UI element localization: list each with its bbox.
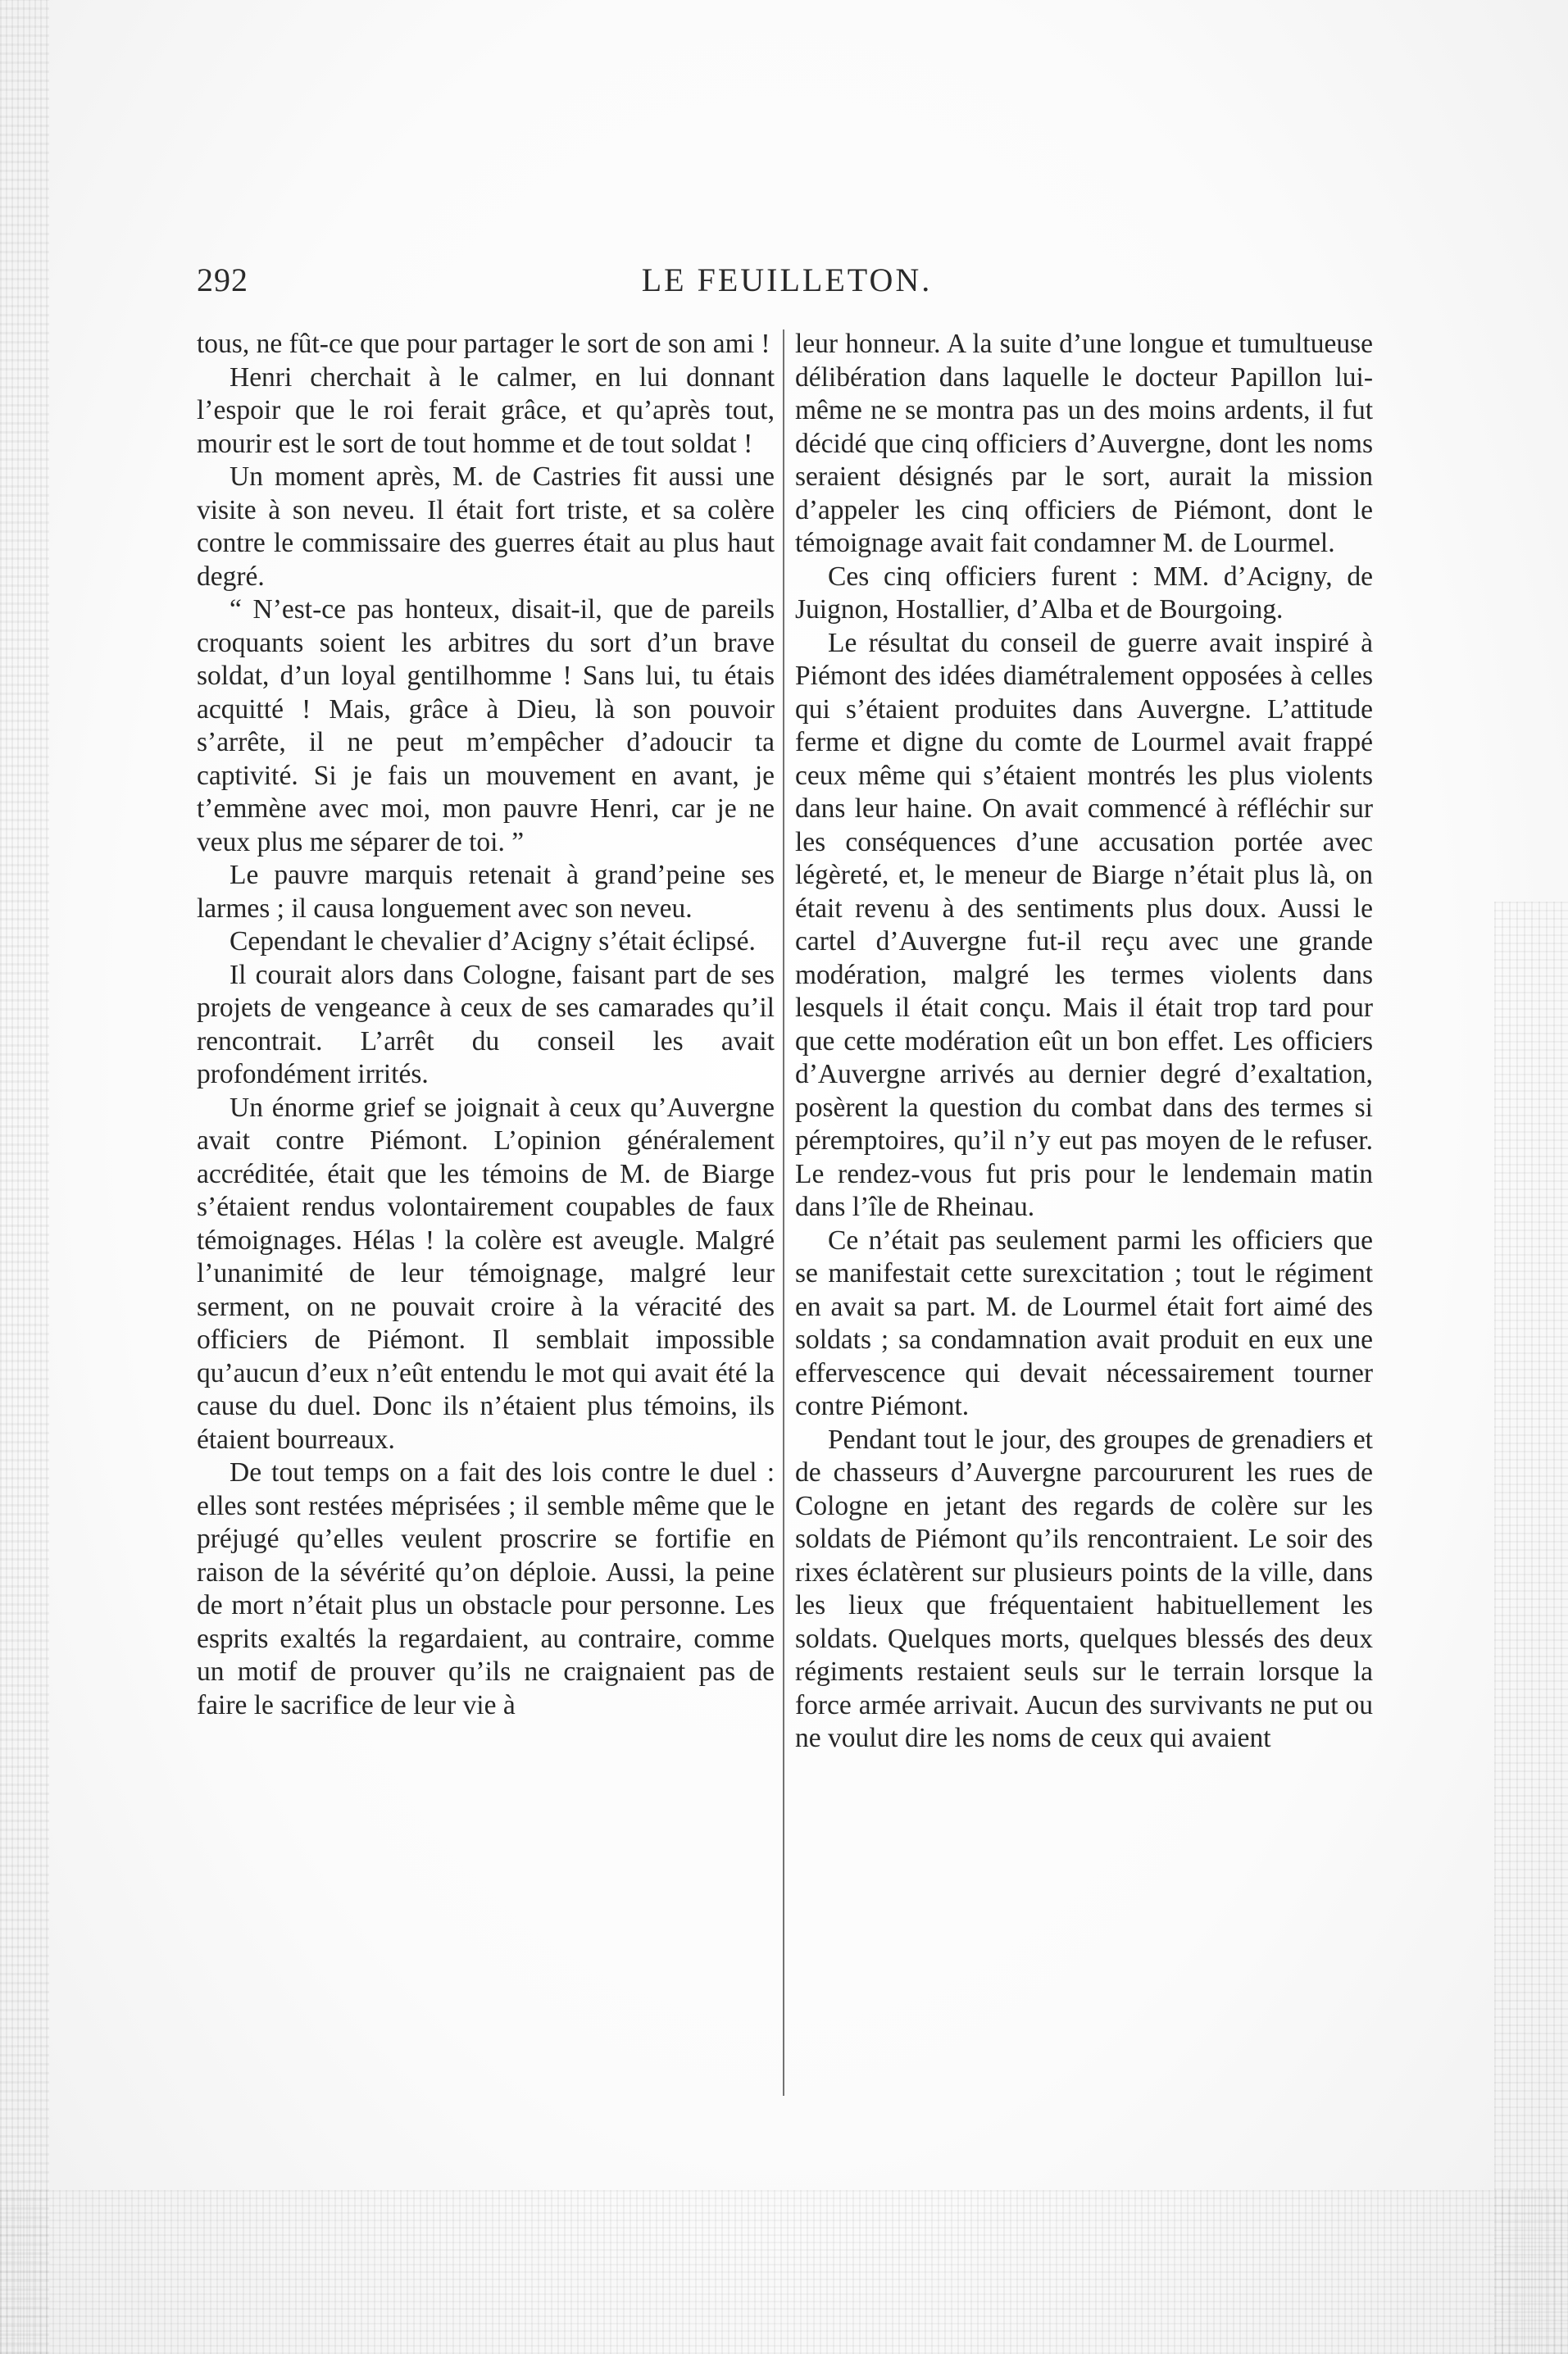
paragraph: De tout temps on a fait des lois contre le duel : elles sont restées méprisées ; il semble même que le préjugé qu’elles veulent proscrire se fortifie en raison de la sévérité qu’on déploie. Aussi, la peine de mort n’était plus un obstacle pour personne. Les esprits exaltés la regardaient, au contraire, comme un motif de prouver qu’ils ne craignaient pas de faire le sacrifice de leur vie à	[197, 1457, 775, 1720]
left-column	[197, 328, 775, 1722]
paragraph: tous, ne fût-ce que pour partager le sort de son ami !	[197, 329, 770, 359]
paragraph: Ces cinq officiers furent : MM. d’Acigny, de Juignon, Hostallier, d’Alba et de Bourgoing.	[795, 561, 1373, 625]
paragraph: Le pauvre marquis retenait à grand’peine ses larmes ; il causa longuement avec son neveu.	[197, 860, 775, 924]
column-rule	[783, 329, 784, 2096]
running-head: LE FEUILLETON.	[641, 261, 933, 298]
right-column	[795, 328, 1373, 1756]
paragraph: Henri cherchait à le calmer, en lui donnant l’espoir que le roi ferait grâce, et qu’après tout, mourir est le sort de tout homme et de tout soldat !	[197, 361, 775, 459]
paragraph: Un moment après, M. de Castries fit aussi une visite à son neveu. Il était fort triste, et sa colère contre le commissaire des guerres était au plus haut degré.	[197, 461, 775, 592]
page-header	[197, 261, 1377, 310]
scan-noise-right	[1494, 902, 1568, 2354]
paragraph: “ N’est-ce pas honteux, disait-il, que de pareils croquants soient les arbitres du sort d’un brave soldat, d’un loyal gentilhomme ! Sans lui, tu étais acquitté ! Mais, grâce à Dieu, là son pouvoir s’arrête, il ne peut m’empêcher d’adoucir ta captivité. Si je fais un mouvement en avant, je t’emmène avec moi, mon pauvre Henri, car je ne veux plus me séparer de toi. ”	[197, 594, 775, 857]
scan-noise-left	[0, 0, 49, 2354]
paragraph: Le résultat du conseil de guerre avait inspiré à Piémont des idées diamétralement opposées à celles qui s’étaient produites dans Auvergne. L’attitude ferme et digne du comte de Lourmel avait frappé ceux même qui s’étaient montrés les plus violents dans leur haine. On avait commencé à réfléchir sur les conséquences d’une accusation portée avec légèreté, et, le meneur de Biarge n’était plus là, on était revenu à des sentiments plus doux. Aussi le cartel d’Auvergne fut-il reçu avec une grande modération, malgré les termes violents dans lesquels il était conçu. Mais il était trop tard pour que cette modération eût un bon effet. Les officiers d’Auvergne arrivés au dernier degré d’exaltation, posèrent la question du combat dans des termes si péremptoires, qu’il n’y eut pas moyen de le refuser. Le rendez-vous fut pris pour le lendemain matin dans l’île de Rheinau.	[795, 627, 1373, 1222]
paragraph: Il courait alors dans Cologne, faisant part de ses projets de vengeance à ceux de ses camarades qu’il rencontrait. L’arrêt du conseil les avait profondément irrités.	[197, 959, 775, 1089]
paragraph: Pendant tout le jour, des groupes de grenadiers et de chasseurs d’Auvergne parcoururent les rues de Cologne en jetant des regards de colère sur les soldats de Piémont qu’ils rencontraient. Le soir des rixes éclatèrent sur plusieurs points de la ville, dans les lieux que fréquentaient habituellement les soldats. Quelques morts, quelques blessés des deux régiments restaient seuls sur le terrain lorsque la force armée arrivait. Aucun des survivants ne put ou ne voulut dire les noms de ceux qui avaient	[795, 1424, 1373, 1753]
page-number: 292	[197, 261, 248, 298]
paragraph: Ce n’était pas seulement parmi les officiers que se manifestait cette surexcitation ; tout le régiment en avait sa part. M. de Lourmel était fort aimé des soldats ; sa condamnation avait produit en eux une effervescence qui devait nécessairement tourner contre Piémont.	[795, 1225, 1373, 1421]
paragraph: Cependant le chevalier d’Acigny s’était éclipsé.	[230, 926, 756, 957]
paragraph: leur honneur. A la suite d’une longue et tumultueuse délibération dans laquelle le docteur Papillon lui-même ne se montra pas un des moins ardents, il fut décidé que cinq officiers d’Auvergne, dont les noms seraient désignés par le sort, aurait la mission d’appeler les cinq officiers de Piémont, dont le témoignage avait fait condamner M. de Lourmel.	[795, 329, 1373, 558]
paragraph: Un énorme grief se joignait à ceux qu’Auvergne avait contre Piémont. L’opinion généralement accréditée, était que les témoins de M. de Biarge s’étaient rendus volontairement coupables de faux témoignages. Hélas ! la colère est aveugle. Malgré l’unanimité de leur témoignage, malgré leur serment, on ne pouvait croire à la véracité des officiers de Piémont. Il semblait impossible qu’aucun d’eux n’eût entendu le mot qui avait été la cause du duel. Donc ils n’étaient plus témoins, ils étaient bourreaux.	[197, 1092, 775, 1455]
scan-noise-bottom	[0, 2190, 1568, 2354]
